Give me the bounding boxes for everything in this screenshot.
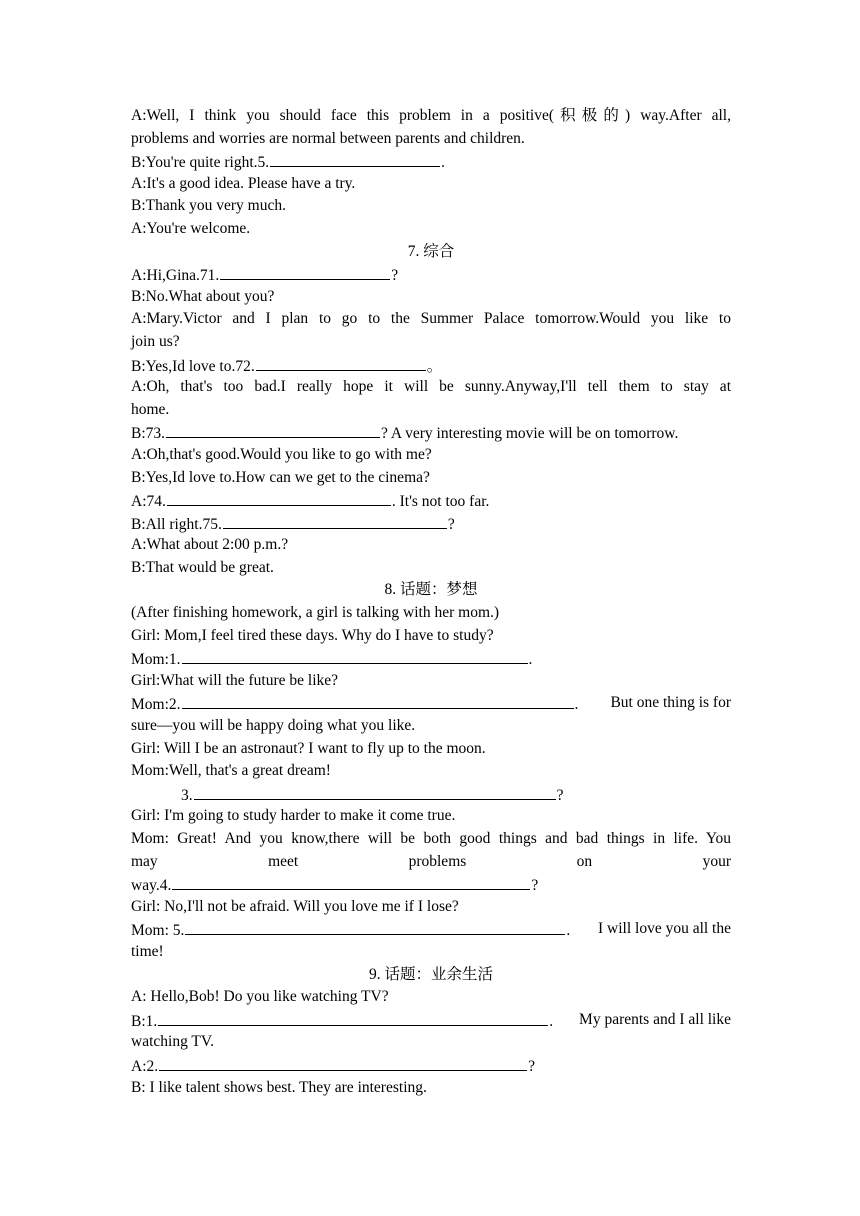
dialogue-line: B: I like talent shows best. They are interesting. — [131, 1078, 427, 1096]
dialogue-line: A:It's a good idea. Please have a try. — [131, 174, 356, 192]
dialogue-line: Girl: No,I'll not be afraid. Will you love me if I lose? — [131, 897, 459, 915]
dialogue-line: A:2. ? — [131, 1054, 731, 1077]
worksheet-page — [131, 105, 731, 1099]
dialogue-line: may meet problems on your — [131, 852, 731, 870]
dialogue-line: Mom:2. . But one thing is for — [131, 694, 731, 714]
dialogue-line: Girl: Will I be an astronaut? I want to fly up to the moon. — [131, 739, 486, 757]
section-heading: 8. 话题：梦想 — [384, 581, 478, 599]
dialogue-line: B:No.What about you? — [131, 287, 275, 305]
dialogue-line: Mom:Well, that's a great dream! — [131, 762, 331, 780]
dialogue-line: Girl:What will the future be like? — [131, 671, 339, 689]
dialogue-line: B:You're quite right.5. . — [131, 150, 731, 173]
dialogue-line: B:Thank you very much. — [131, 197, 286, 215]
section-heading: 7. 综合 — [407, 242, 455, 260]
dialogue-line: B:1. . My parents and I all like — [131, 1010, 731, 1030]
dialogue-line: join us? — [131, 332, 180, 350]
dialogue-line: Girl: Mom,I feel tired these days. Why do I have to study? — [131, 626, 494, 644]
dialogue-line: sure—you will be happy doing what you like. — [131, 717, 416, 735]
dialogue-line: A:What about 2:00 p.m.? — [131, 536, 289, 554]
answer-blank-5[interactable] — [270, 150, 440, 167]
dialogue-line: B:That would be great. — [131, 558, 274, 576]
answer-blank-72[interactable] — [256, 354, 426, 371]
answer-blank-1[interactable] — [158, 1009, 548, 1026]
answer-blank-71[interactable] — [220, 263, 390, 280]
answer-blank-5[interactable] — [185, 918, 565, 935]
section-heading: 9. 话题：业余生活 — [368, 965, 493, 983]
dialogue-line: A:Mary.Victor and I plan to go to the Summer Palace tomorrow.Would you like to — [131, 310, 731, 328]
answer-blank-1[interactable] — [182, 647, 528, 664]
answer-blank-75[interactable] — [223, 512, 447, 529]
answer-blank-2[interactable] — [182, 692, 574, 709]
dialogue-line: problems and worries are normal between parents and children. — [131, 129, 525, 147]
dialogue-line: time! — [131, 942, 164, 960]
dialogue-line: A:You're welcome. — [131, 219, 251, 237]
dialogue-line: watching TV. — [131, 1033, 214, 1051]
dialogue-line: Mom:1. . — [131, 647, 731, 670]
dialogue-line: Mom: 5. . I will love you all the — [131, 920, 731, 940]
dialogue-line: (After finishing homework, a girl is talking with her mom.) — [131, 604, 500, 622]
dialogue-line: way.4. ? — [131, 873, 731, 896]
dialogue-line: B:Yes,Id love to.How can we get to the cinema? — [131, 468, 430, 486]
dialogue-line: 3. ? — [131, 783, 731, 806]
dialogue-line: home. — [131, 400, 170, 418]
answer-blank-73[interactable] — [166, 421, 380, 438]
dialogue-line: A:Well, I think you should face this problem in a positive(积极的) way.After all, — [131, 107, 731, 124]
dialogue-line: A:Oh, that's too bad.I really hope it will be sunny.Anyway,I'll tell them to stay at — [131, 378, 731, 396]
dialogue-line: A:Oh,that's good.Would you like to go with me? — [131, 445, 432, 463]
dialogue-line: B:All right.75. ? — [131, 512, 731, 535]
answer-blank-2[interactable] — [159, 1054, 527, 1071]
dialogue-line: Mom: Great! And you know,there will be both good things and bad things in life. You — [131, 830, 731, 847]
answer-blank-4[interactable] — [172, 873, 530, 890]
answer-blank-3[interactable] — [194, 783, 556, 800]
dialogue-line: Girl: I'm going to study harder to make it come true. — [131, 807, 456, 825]
dialogue-line: B:73. ? A very interesting movie will be on tomorrow. — [131, 421, 731, 444]
dialogue-line: A:74. . It's not too far. — [131, 489, 731, 512]
dialogue-line: B:Yes,Id love to.72. 。 — [131, 354, 731, 377]
dialogue-line: A:Hi,Gina.71. ? — [131, 263, 731, 286]
dialogue-line: A: Hello,Bob! Do you like watching TV? — [131, 988, 389, 1006]
answer-blank-74[interactable] — [167, 489, 391, 506]
